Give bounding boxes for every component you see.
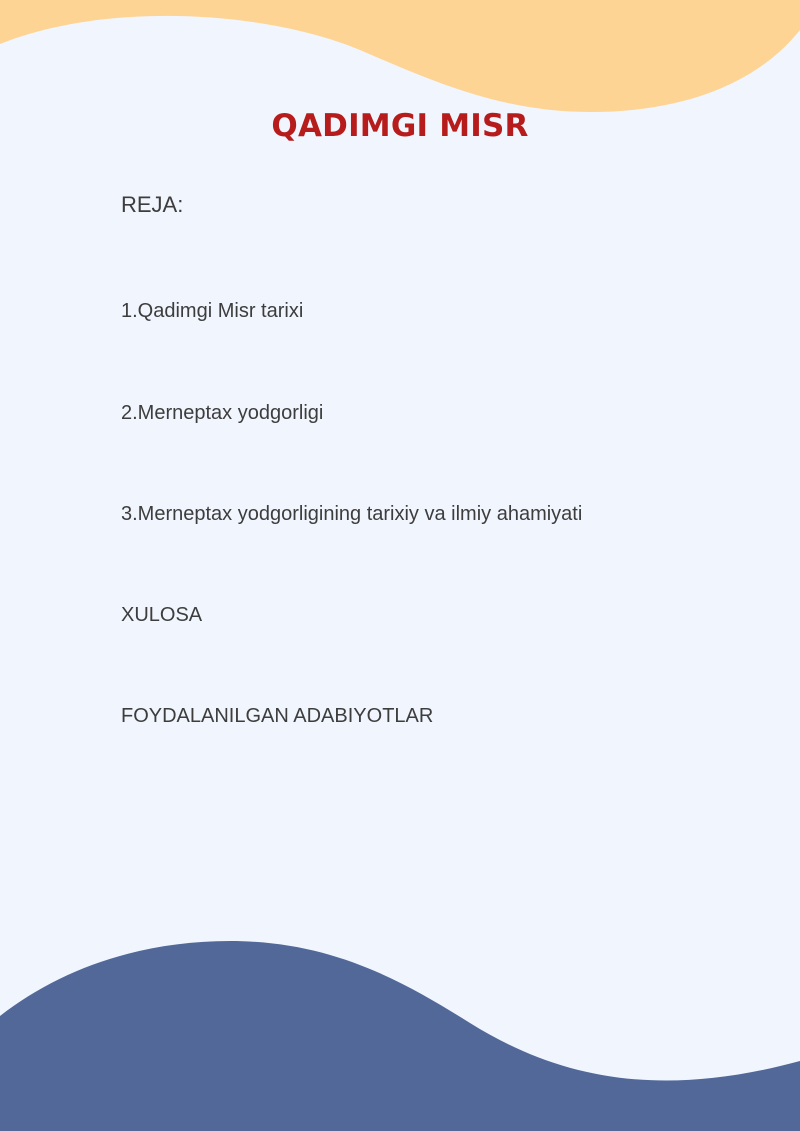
- bottom-wave-shape: [0, 941, 800, 1131]
- top-wave-decoration: [0, 0, 800, 120]
- document-title: QADIMGI MISR: [271, 108, 529, 144]
- plan-item-references: FOYDALANILGAN ADABIYOTLAR: [121, 705, 434, 727]
- top-wave-shape: [0, 0, 800, 112]
- plan-item-1: 1.Qadimgi Misr tarixi: [121, 300, 304, 322]
- plan-item-3: 3.Merneptax yodgorligining tarixiy va ilmiy ahamiyati: [121, 503, 583, 525]
- bottom-wave-decoration: [0, 941, 800, 1131]
- plan-item-2: 2.Merneptax yodgorligi: [121, 402, 324, 424]
- plan-heading: REJA:: [121, 192, 184, 217]
- plan-item-conclusion: XULOSA: [121, 604, 203, 626]
